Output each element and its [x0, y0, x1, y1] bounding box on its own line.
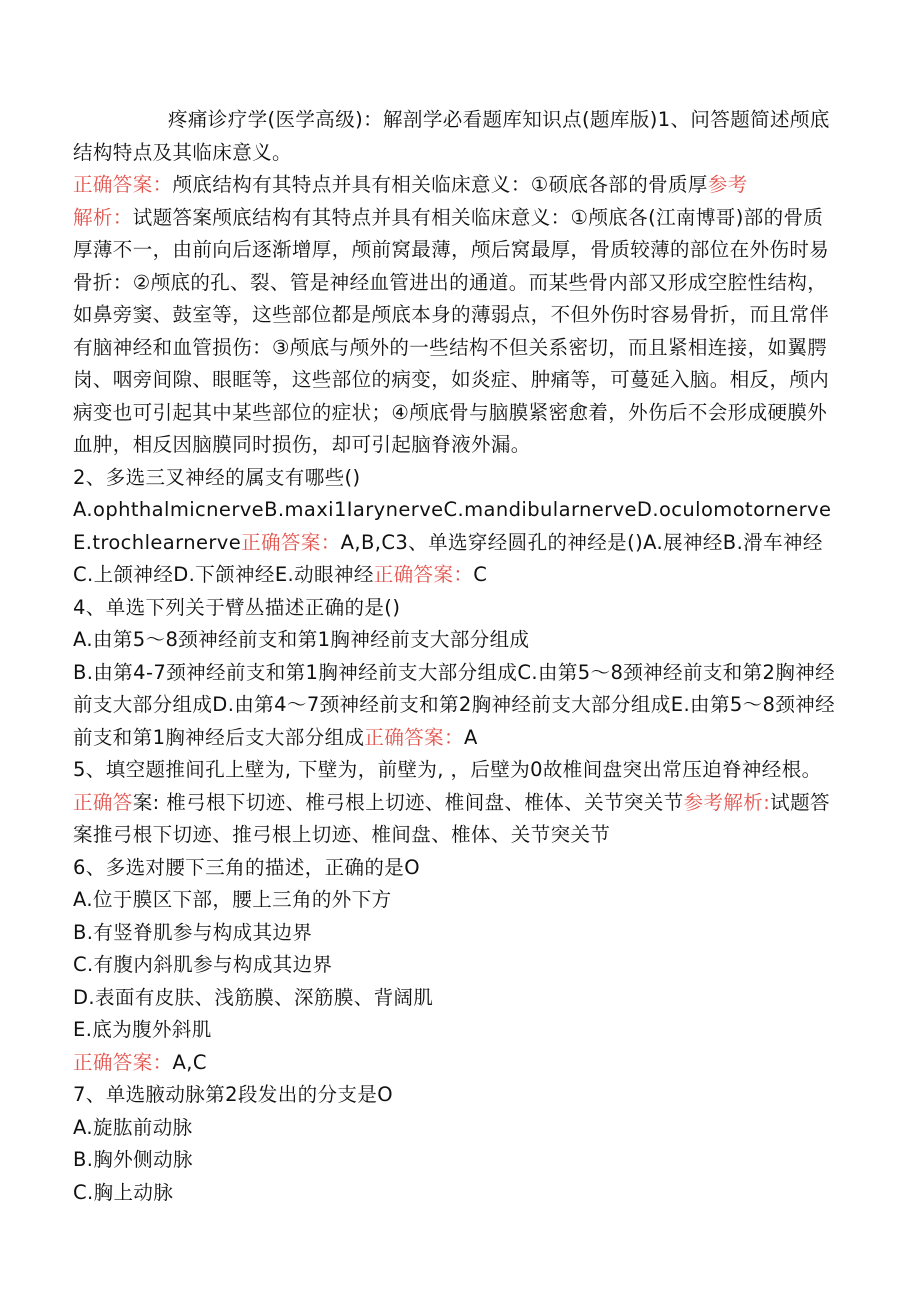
answer-label: 正确答案： [364, 725, 464, 749]
question-option: D.表面有皮肤、浅筋膜、深筋膜、背阔肌 [73, 985, 434, 1009]
q4-block [73, 657, 843, 755]
question-6: 6、多选对腰下三角的描述，正确的是O [73, 855, 420, 879]
answer-text: A,C [172, 1050, 207, 1074]
question-option: B.胸外侧动脉 [73, 1148, 193, 1171]
answer-text: 椎弓根下切迹、椎弓根上切迹、椎间盘、椎体、关节突关节 [166, 790, 684, 814]
reference-text: 试题答案推弓根下切迹、推弓根上切迹、椎间盘、椎体、关节突关节 [73, 790, 830, 846]
q1-reference-block [73, 202, 843, 462]
question-option: E.底为腹外斜肌 [73, 1018, 212, 1041]
q1-answer-block [73, 169, 843, 202]
question-option: A.旋肱前动脉 [73, 1115, 193, 1139]
answer-text: C [473, 563, 488, 586]
reference-label: 参考 [707, 173, 748, 196]
answer-label: 正确答案： [241, 530, 341, 554]
answer-label: 正确答案： [73, 173, 173, 196]
reference-label: 参考解析: [683, 790, 771, 814]
answer-label: 正确答案： [373, 563, 474, 586]
question-option: A.位于膜区下部，腰上三角的外下方 [73, 888, 392, 911]
question-option: B.有竖脊肌参与构成其边界 [73, 920, 313, 944]
q2-block [73, 494, 843, 592]
document-page [73, 104, 843, 1209]
answer-text: 颅底结构有其特点并具有相关临床意义：①硕底各部的骨质厚 [172, 173, 708, 196]
document-title: 疼痛诊疗学(医学高级)：解剖学必看题库知识点(题库版)1、问答题简述颅底结构特点及其临床意义。 [73, 108, 830, 164]
answer-text: A [463, 725, 478, 749]
answer-label-tail: 案: [132, 790, 160, 814]
question-option: C.胸上动脉 [73, 1180, 174, 1204]
reference-text: 试题答案颅底结构有其特点并具有相关临床意义：①颅底各(江南博哥)部的骨质厚薄不一，由前向后逐渐增厚，颅前窝最薄，颅后窝最厚，骨质较薄的部位在外伤时易骨折：②颅底的孔、裂、管是神经血管进出的通道。而某些骨内部又形成空腔性结构，如鼻旁窦、鼓室等，这些部位都是颅底本身的薄弱点，不但外伤时容易骨折，而且常伴有脑神经和血管损伤：③颅底与颅外的一些结构不但关系密切，而且紧相连接，如翼腭岗、咽旁间隙、眼眶等，这些部位的病变，如炎症、肿痛等，可蔓延入脑。相反，颅内病变也可引起其中某些部位的症状；④颅底骨与脑膜紧密愈着，外伤后不会形成硬膜外血肿，相反因脑膜同时损伤，却可引起脑脊液外漏。 [73, 205, 830, 456]
question-4: 4、单选下列关于臂丛描述正确的是() [73, 595, 401, 619]
question-option: A.由第5〜8颈神经前支和第1胸神经前支大部分组成 [73, 628, 530, 651]
question-options: A.ophthalmicnerveB.maxi1IarynerveC.mandibularnerveD.oculomotornerveE.trochlearnerve [73, 498, 832, 554]
answer-label: 正确答 [73, 790, 133, 814]
answer-label: 正确答案： [73, 1050, 173, 1074]
question-options: B.由第4-7颈神经前支和第1胸神经前支大部分组成C.由第5〜8颈神经前支和第2胸神经前支大部分组成D.由第4〜7颈神经前支和第2胸神经前支大部分组成E.由第5〜8颈神经前支和第1胸神经后支大部分组成 [73, 660, 836, 749]
answer-text: A,B,C3、单选穿经圆孔的神经是()A.展神经B.滑车神经C.上颌神经D.下颌神经E.动眼神经 [73, 530, 823, 586]
reference-label: 解析： [73, 205, 133, 229]
question-7: 7、单选腋动脉第2段发出的分支是O [73, 1083, 393, 1106]
q5-answer-block [73, 787, 843, 852]
question-option: C.有腹内斜肌参与构成其边界 [73, 953, 333, 976]
q6-answer [73, 1047, 843, 1080]
question-5: 5、填空题推间孔上壁为, 下壁为，前壁为, ，后壁为0故椎间盘突出常压迫脊神经根。 [73, 758, 822, 781]
question-2: 2、多选三叉神经的属支有哪些() [73, 465, 361, 489]
